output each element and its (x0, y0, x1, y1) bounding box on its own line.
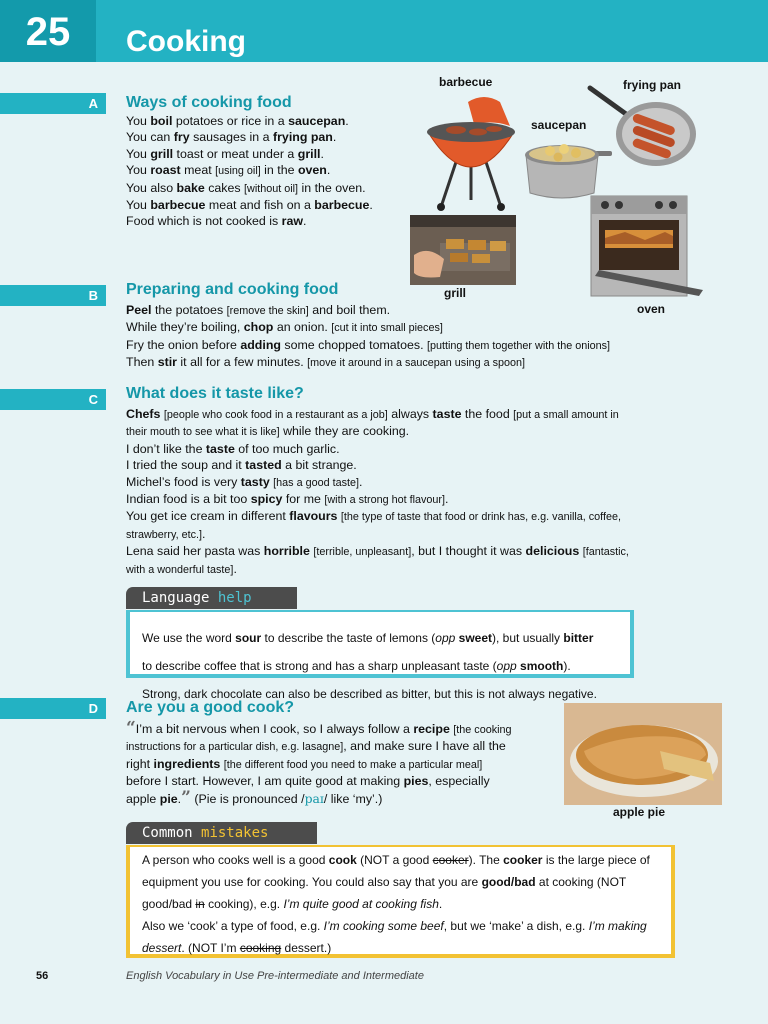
text-line: While they’re boiling, chop an onion. [cut it into small pieces] (126, 320, 443, 335)
grill-image (410, 215, 516, 285)
bold-term: ingredients (153, 756, 221, 771)
section-tab-b: B (0, 285, 106, 306)
gloss: [without oil] (244, 182, 299, 195)
text-line: A person who cooks well is a good cook (NOT a good cooker). The cooker is the large piece of (142, 853, 650, 867)
text-line: You get ice cream in different flavours [the type of taste that food or drink has, e.g. vanilla, coffee, (126, 509, 621, 524)
gloss: instructions for a particular dish, e.g. lasagne] (126, 741, 344, 754)
section-c-body (126, 406, 686, 578)
bold-term: recipe (413, 722, 450, 736)
text-line: You grill toast or meat under a grill. (126, 146, 324, 161)
page-number: 56 (36, 970, 49, 982)
common-mistakes-tab-word2: mistakes (201, 825, 269, 841)
bold-term: barbecue (150, 198, 206, 213)
gloss: [with a strong hot flavour] (324, 494, 446, 507)
text-line: right ingredients [the different food you need to make a particular meal] (126, 756, 483, 771)
gloss: [the type of taste that food or drink has, e.g. vanilla, coffee, (340, 511, 621, 524)
unit-title: Cooking (126, 25, 246, 58)
book-title: English Vocabulary in Use Pre-intermediate and Intermediate (126, 970, 424, 982)
unit-number: 25 (0, 0, 96, 62)
text-line: Fry the onion before adding some chopped tomatoes. [putting them together with the onions] (126, 337, 611, 352)
section-a-body (126, 113, 416, 230)
bold-term: frying pan (272, 130, 333, 145)
struck-text: cooker (432, 853, 469, 867)
bold-term: bitter (563, 631, 594, 645)
bold-term: taste (432, 407, 462, 421)
text-line: I tried the soup and it tasted a bit strange. (126, 458, 357, 473)
text-line: Peel the potatoes [remove the skin] and boil them. (126, 303, 391, 317)
bold-term: pies (403, 774, 429, 789)
bold-term: raw (281, 214, 304, 229)
barbecue-label: barbecue (439, 75, 493, 89)
gloss: [remove the skin] (226, 305, 309, 317)
section-tab-a: A (0, 93, 106, 114)
text-line: Then stir it all for a few minutes. [move it around in a saucepan using a spoon] (126, 355, 526, 370)
bold-term: cooker (503, 853, 543, 867)
apple-pie-label: apple pie (613, 805, 666, 819)
gloss: [put a small amount in (513, 409, 619, 421)
text-line: You roast meat [using oil] in the oven. (126, 163, 331, 178)
section-c-heading: What does it taste like? (126, 385, 304, 402)
bold-term: horrible (263, 544, 310, 559)
bold-term: stir (157, 355, 177, 370)
gloss: [has a good taste] (273, 476, 360, 489)
text-line: strawberry, etc.]. (126, 526, 206, 541)
common-mistakes-para1 (142, 852, 659, 912)
gloss: with a wonderful taste] (126, 563, 234, 576)
language-help-box (126, 610, 634, 701)
frying-pan-label: frying pan (623, 78, 682, 92)
bold-term: grill (150, 146, 174, 161)
common-mistakes-box (126, 845, 675, 958)
text-line: Lena said her pasta was horrible [terrible, unpleasant], but I thought it was delicious [fantastic, (126, 544, 629, 559)
section-tab-c: C (0, 389, 106, 410)
text-line: Chefs [people who cook food in a restaurant as a job] always taste the food [put a small amount in (126, 407, 619, 421)
apple-pie-image (564, 703, 722, 805)
text-line: Also we ‘cook’ a type of food, e.g. I’m cooking some beef, but we ‘make’ a dish, e.g. I’m making (142, 919, 647, 933)
common-mistakes-para2 (142, 918, 659, 956)
saucepan-label: saucepan (531, 118, 587, 132)
text-line: You also bake cakes [without oil] in the oven. (126, 180, 366, 195)
bold-term: boil (150, 114, 173, 128)
gloss: [the different food you need to make a particular meal] (223, 758, 483, 771)
section-d-heading: Are you a good cook? (126, 699, 295, 716)
bold-term: Chefs (126, 407, 161, 421)
text-line: before I start. However, I am quite good at making pies, especially (126, 774, 490, 789)
text-line: their mouth to see what it is like] while they are cooking. (126, 424, 410, 439)
bold-term: chop (243, 320, 274, 335)
oven-image (585, 192, 705, 306)
pronounce-post: / like ‘my’.) (323, 791, 383, 806)
bold-term: spicy (250, 492, 283, 507)
bold-term: sour (235, 631, 262, 645)
section-d-body (126, 720, 556, 807)
bold-term: tasted (245, 458, 282, 473)
text-line: Indian food is a bit too spicy for me [with a strong hot flavour]. (126, 492, 449, 507)
bold-term: Peel (126, 303, 152, 317)
bold-term: good/bad (481, 875, 536, 889)
struck-text: in (195, 897, 205, 911)
bold-term: barbecue (314, 198, 370, 213)
italic-text: opp (435, 631, 456, 645)
gloss: strawberry, etc.] (126, 528, 202, 541)
struck-text: cooking (239, 941, 282, 955)
barbecue-image (416, 92, 526, 212)
gloss: [using oil] (215, 165, 261, 178)
text-line: I’m a bit nervous when I cook, so I always follow a recipe [the cooking (135, 722, 512, 736)
gloss: [terrible, unpleasant] (313, 546, 412, 559)
bold-term: bake (176, 180, 205, 195)
text-line: Michel’s food is very tasty [has a good taste]. (126, 474, 363, 489)
common-mistakes-tab-word1: Common (142, 825, 193, 841)
open-quote-mark: “ (126, 718, 136, 738)
text-line: equipment you use for cooking. You could also say that you are good/bad at cooking (NOT (142, 875, 627, 889)
gloss: [the cooking (453, 724, 512, 736)
text-line: to describe coffee that is strong and has a sharp unpleasant taste (opp smooth). (142, 659, 571, 673)
text-line: You boil potatoes or rice in a saucepan. (126, 114, 349, 128)
text-line: Strong, dark chocolate can also be described as bitter, but this is not always negative. (142, 687, 597, 701)
language-help-tab-word2: help (217, 590, 252, 606)
language-help-tab (126, 587, 297, 609)
italic-text: I’m quite good at cooking fish (283, 897, 439, 911)
bold-term: adding (240, 337, 281, 352)
text-line: Food which is not cooked is raw. (126, 214, 307, 229)
oven-label: oven (637, 302, 666, 316)
text-line: You barbecue meat and fish on a barbecue. (126, 198, 373, 213)
bold-term: flavours (289, 509, 338, 524)
section-a-heading: Ways of cooking food (126, 94, 292, 111)
italic-text: dessert (142, 941, 182, 955)
bold-term: cook (328, 853, 357, 867)
gloss: [move it around in a saucepan using a spoon] (307, 357, 526, 370)
bold-term: saucepan (288, 114, 346, 128)
gloss: [fantastic, (582, 546, 629, 559)
italic-text: I’m cooking some beef (323, 919, 444, 933)
text-line: apple pie. (126, 791, 182, 806)
section-b-heading: Preparing and cooking food (126, 281, 339, 298)
bold-term: fry (173, 130, 190, 145)
pronounce-pre: (Pie is pronounced / (190, 791, 305, 806)
text-line: dessert. (NOT I’m cooking dessert.) (142, 941, 332, 955)
close-quote-mark: ” (181, 787, 191, 808)
pronunciation: paɪ (304, 790, 324, 806)
grill-label: grill (444, 286, 467, 300)
bold-term: smooth (520, 659, 564, 673)
bold-term: pie (159, 791, 178, 806)
gloss: their mouth to see what it is like] (126, 426, 280, 439)
italic-text: I’m making (588, 919, 647, 933)
text-line: You can fry sausages in a frying pan. (126, 130, 337, 145)
italic-text: opp (496, 659, 517, 673)
bold-term: grill (297, 146, 321, 161)
text-line: I don’t like the taste of too much garlic. (126, 441, 340, 456)
text-line: good/bad in cooking), e.g. I’m quite good at cooking fish. (142, 897, 443, 911)
gloss: [people who cook food in a restaurant as a job] (163, 409, 388, 421)
bold-term: delicious (525, 544, 580, 559)
bold-term: tasty (240, 474, 270, 489)
bold-term: sweet (458, 631, 493, 645)
text-line: instructions for a particular dish, e.g. lasagne], and make sure I have all the (126, 739, 506, 754)
common-mistakes-tab (126, 822, 317, 844)
gloss: [putting them together with the onions] (426, 339, 611, 352)
section-b-body (126, 302, 686, 372)
text-line: We use the word sour to describe the taste of lemons (opp sweet), but usually bitter (142, 631, 594, 645)
text-line: with a wonderful taste]. (126, 561, 237, 576)
bold-term: roast (150, 163, 181, 178)
bold-term: taste (205, 441, 235, 456)
unit-header-bar (0, 0, 768, 62)
section-tab-d: D (0, 698, 106, 719)
bold-term: oven (297, 163, 327, 178)
language-help-tab-word1: Language (142, 590, 210, 606)
gloss: [cut it into small pieces] (331, 322, 443, 335)
